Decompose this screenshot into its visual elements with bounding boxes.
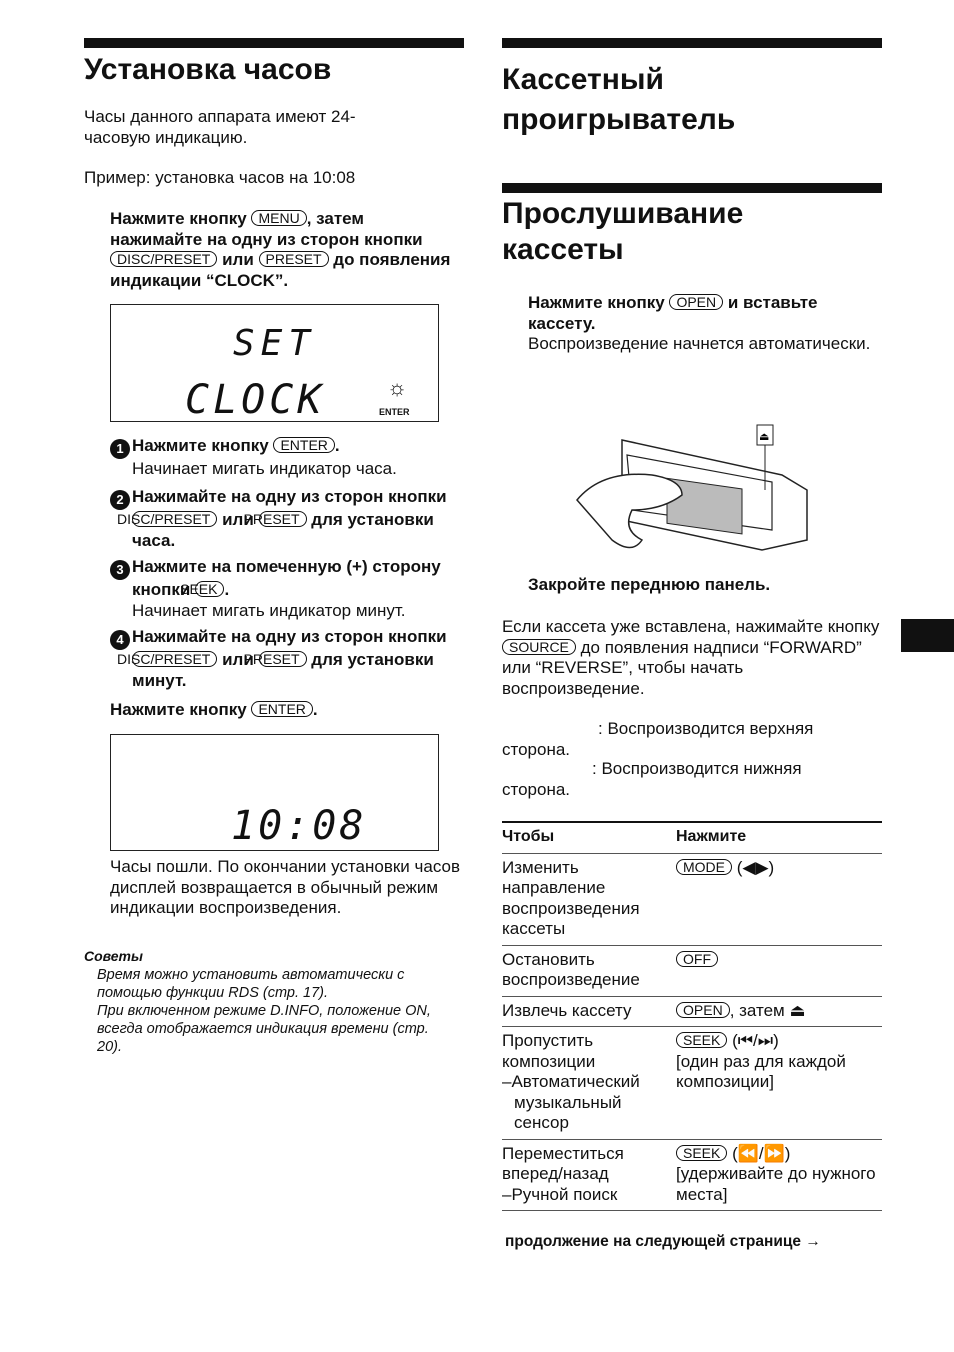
tip-2: При включенном режиме D.INFO, положение ON, всегда отображается индикация времени (стр. 20). bbox=[97, 1003, 431, 1055]
table-header: Нажмите bbox=[676, 822, 882, 853]
continued-note: продолжение на следующей странице → bbox=[505, 1233, 821, 1250]
clock-substep-1: 1 Нажмите кнопку ENTER . Начинает мигать индикатор часа. bbox=[110, 436, 460, 480]
step-number-2: 2 bbox=[110, 490, 130, 510]
right-title-rule bbox=[502, 38, 882, 48]
step-number-3: 3 bbox=[110, 560, 130, 580]
tip-1: Время можно установить автоматически с помощью функции RDS (стр. 17). bbox=[97, 967, 405, 1001]
open-button: OPEN bbox=[676, 1002, 730, 1018]
seek-button: SEEK bbox=[195, 581, 224, 597]
lcd-line-clock: CLOCK bbox=[185, 377, 326, 423]
left-title-rule bbox=[84, 38, 464, 48]
sun-icon: ☼ bbox=[387, 375, 408, 400]
step-number-4: 4 bbox=[110, 630, 130, 650]
table-cell: Переместиться вперед/назад –Ручной поиск bbox=[502, 1139, 676, 1211]
table-cell: SEEK (⏪/⏩) [удерживайте до нужного места] bbox=[676, 1139, 882, 1211]
table-header-row bbox=[502, 822, 882, 853]
disc-preset-button: DISC/PRESET bbox=[132, 511, 217, 527]
table-row bbox=[502, 945, 882, 996]
table-cell: Пропустить композиции –Автоматический музыкальный сенсор bbox=[502, 1027, 676, 1140]
off-button: OFF bbox=[676, 951, 718, 967]
table-cell: MODE (◀▶) bbox=[676, 853, 882, 945]
tips-title: Советы bbox=[84, 948, 143, 964]
reverse-desc: : Воспроизводится нижняя сторона. bbox=[502, 759, 802, 799]
disc-preset-button: DISC/PRESET bbox=[132, 651, 217, 667]
preset-button: PRESET bbox=[259, 651, 307, 667]
lcd-display-set-clock bbox=[110, 304, 439, 422]
preset-button: PRESET bbox=[259, 511, 307, 527]
cassette-subtitle: Прослушивание кассеты bbox=[502, 197, 744, 266]
clock-example: Пример: установка часов на 10:08 bbox=[84, 168, 356, 187]
clock-substep-4: 4 Нажимайте на одну из сторон кнопки DISC/PRESET или PRESET для установки минут. bbox=[110, 627, 450, 691]
clock-title: Установка часов bbox=[84, 53, 332, 86]
lcd-line-set: SET bbox=[233, 323, 317, 364]
subtitle-rule bbox=[502, 183, 882, 193]
disc-preset-button: DISC/PRESET bbox=[110, 251, 217, 267]
cassette-step2: Закройте переднюю панель. bbox=[528, 575, 771, 594]
table-cell bbox=[676, 945, 882, 996]
preset-button: PRESET bbox=[259, 251, 329, 267]
clock-substep-3: 3 Нажмите на помеченную (+) сторону кнопки SEEK . Начинает мигать индикатор минут. bbox=[110, 557, 455, 621]
table-row bbox=[502, 1027, 882, 1140]
cassette-insertion-illustration bbox=[572, 420, 812, 570]
table-cell: Извлечь кассету bbox=[502, 996, 676, 1027]
mode-button: MODE bbox=[676, 859, 732, 875]
lcd-enter-label: ENTER bbox=[379, 407, 410, 417]
lcd-time: 10:08 bbox=[231, 803, 367, 849]
table-row bbox=[502, 853, 882, 945]
section-tab-marker bbox=[901, 619, 954, 652]
cassette-step1: Нажмите кнопку OPEN и вставьте кассету. Воспроизведение начнется автоматически. bbox=[528, 293, 871, 353]
table-header: Чтобы bbox=[502, 822, 676, 853]
clock-substep-2: 2 Нажимайте на одну из сторон кнопки DISC/PRESET или PRESET для установки часа. bbox=[110, 487, 450, 551]
source-button: SOURCE bbox=[502, 639, 576, 655]
cassette-controls-table bbox=[502, 821, 882, 1211]
seek-button: SEEK bbox=[676, 1032, 727, 1048]
table-cell: OPEN , затем ⏏ bbox=[676, 996, 882, 1027]
seek-button: SEEK bbox=[676, 1145, 727, 1161]
step-number-1: 1 bbox=[110, 439, 130, 459]
table-row bbox=[502, 1139, 882, 1211]
clock-after-text: Часы пошли. По окончании установки часов дисплей возвращается в обычный режим индикации воспроизведения. bbox=[110, 857, 461, 917]
enter-button: ENTER bbox=[273, 437, 334, 453]
table-cell: SEEK (⏮/⏭) [один раз для каждой композиции] bbox=[676, 1027, 882, 1140]
open-button: OPEN bbox=[669, 294, 723, 310]
cassette-title: Кассетный проигрыватель bbox=[502, 63, 736, 136]
table-cell: Остановить воспроизведение bbox=[502, 945, 676, 996]
table-row bbox=[502, 996, 882, 1027]
enter-button: ENTER bbox=[251, 701, 312, 717]
table-cell: Изменить направление воспроизведения кассеты bbox=[502, 853, 676, 945]
forward-desc: : Воспроизводится верхняя сторона. bbox=[502, 719, 814, 759]
menu-button: MENU bbox=[251, 210, 306, 226]
clock-intro: Часы данного аппарата имеют 24-часовую индикацию. bbox=[84, 107, 356, 147]
lcd-display-time bbox=[110, 734, 439, 851]
clock-step2: Нажмите кнопку ENTER . bbox=[110, 700, 318, 719]
eject-icon: ⏏ bbox=[759, 430, 770, 443]
cassette-paragraph: Если кассета уже вставлена, нажимайте кнопку SOURCE до появления надписи “FORWARD” или “REVERSE”, чтобы начать воспроизведение. bbox=[502, 617, 880, 698]
clock-step1: Нажмите кнопку MENU , затем нажимайте на одну из сторон кнопки DISC/PRESET или PRESET до появления индикации “CLOCK”. bbox=[110, 209, 451, 290]
